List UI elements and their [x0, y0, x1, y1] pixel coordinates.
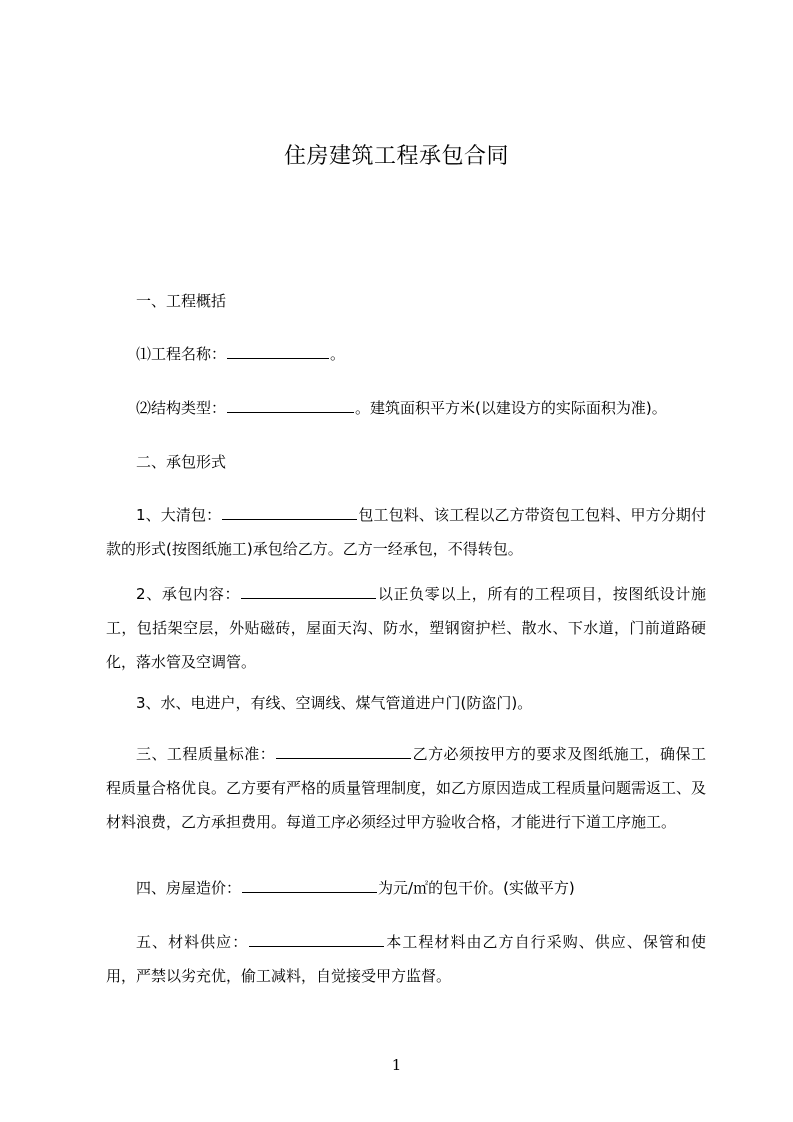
section-1-heading: 一、工程概括: [136, 292, 227, 310]
project-name-label: ⑴工程名称：: [136, 345, 227, 363]
price-blank: [242, 878, 377, 893]
contract-scope-blank: [241, 584, 376, 599]
section-1-item-1: ⑴工程名称： 。: [136, 345, 346, 363]
section-1-item-2: ⑵结构类型： 。建筑面积平方米(以建设方的实际面积为准)。: [136, 399, 667, 417]
section-2-item-1: 1、大清包： 包工包料、该工程以乙方带资包工包料、甲方分期付款的形式(按图纸施工)承包给乙方。乙方一经承包，不得转包。: [106, 506, 706, 558]
section-3-quality: 三、工程质量标准： 乙方必须按甲方的要求及图纸施工，确保工程质量合格优良。乙方要有严格的质量管理制度，如乙方原因造成工程质量问题需返工、及材料浪费，乙方承担费用。每道工序必须经过甲方验收合格，才能进行下道工序施工。: [106, 745, 707, 831]
structure-type-label: ⑵结构类型：: [136, 399, 227, 417]
section-5-materials: 五、材料供应： 本工程材料由乙方自行采购、供应、保管和使用，严禁以劣充优，偷工减料，自觉接受甲方监督。: [106, 933, 706, 985]
section-2-item-2: 2、承包内容： 以正负零以上，所有的工程项目，按图纸设计施工，包括架空层，外贴磁砖，屋面天沟、防水，塑钢窗护栏、散水、下水道，门前道路硬化，落水管及空调管。: [106, 585, 706, 671]
section-4-price: 四、房屋造价： 为元/㎡的包干价。(实做平方): [136, 879, 575, 897]
section-2-item-3: 3、水、电进户，有线、空调线、煤气管道进户门(防盗门)。: [136, 694, 533, 712]
structure-type-blank: [227, 398, 354, 413]
quality-standard-blank: [276, 744, 411, 759]
section-2-heading: 二、承包形式: [136, 453, 227, 471]
project-name-blank: [227, 344, 329, 359]
page-number: 1: [391, 1056, 402, 1074]
contract-form-blank: [222, 505, 357, 520]
materials-blank: [249, 932, 384, 947]
document-title: 住房建筑工程承包合同: [283, 144, 509, 169]
